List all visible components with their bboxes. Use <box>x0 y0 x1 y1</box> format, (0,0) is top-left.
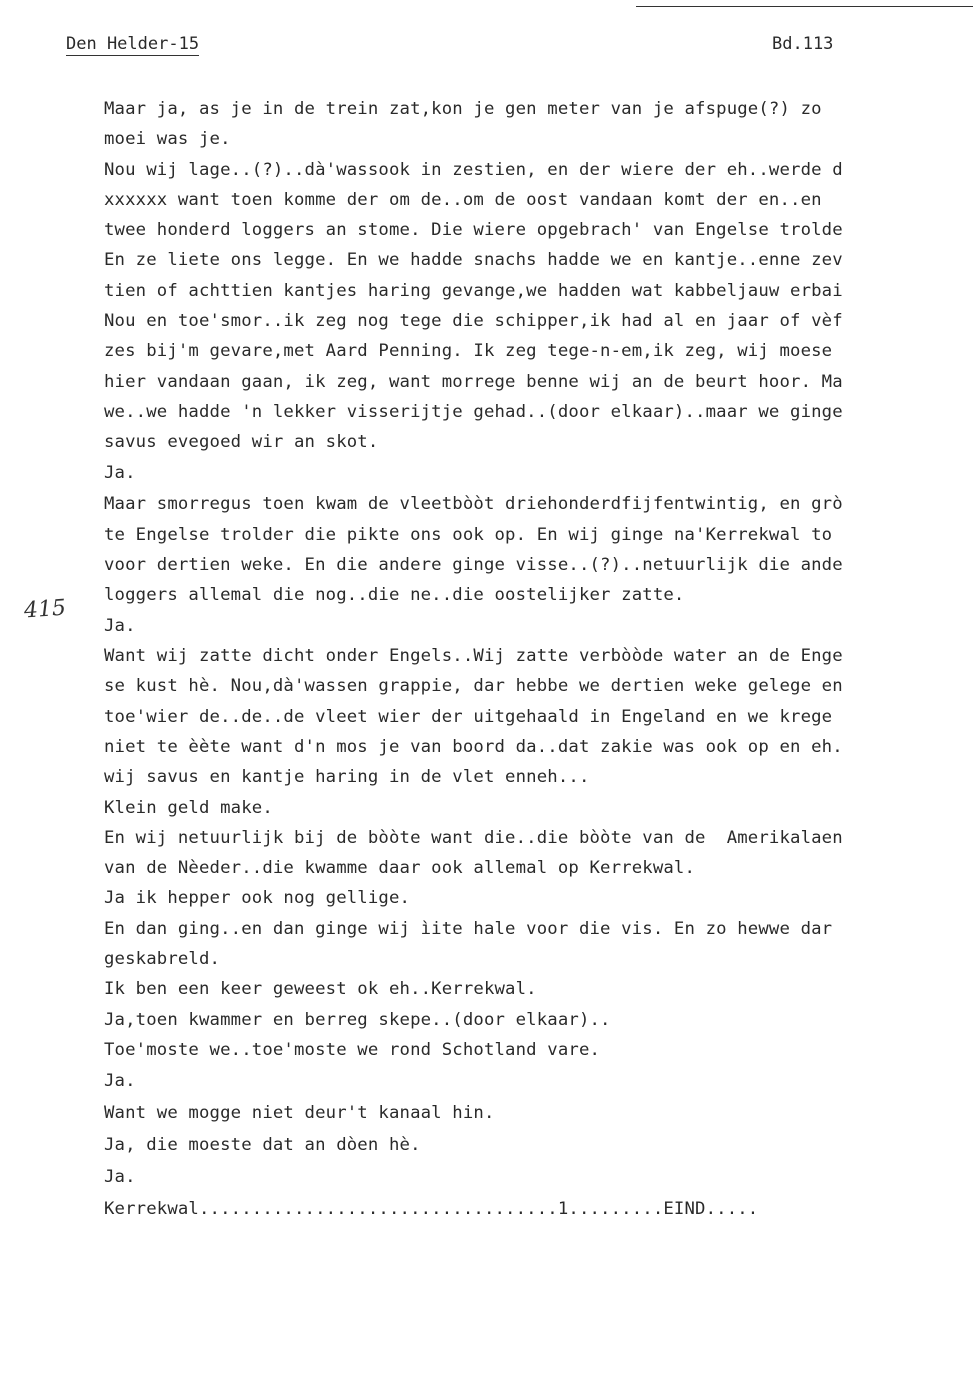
text-line: Ja. <box>104 1167 136 1188</box>
text-line: Ja,toen kwammer en berreg skepe..(door elkaar).. <box>104 1009 611 1030</box>
text-line: wij savus en kantje haring in de vlet enneh... <box>104 767 590 788</box>
text-line: Ik ben een keer geweest ok eh..Kerrekwal. <box>104 979 537 1000</box>
text-line: van de Nèeder..die kwamme daar ook allemal op Kerrekwal. <box>104 858 696 879</box>
text-line: Want wij zatte dicht onder Engels..Wij zatte verbòòde water an de Enge <box>104 646 843 667</box>
text-line: Ja. <box>104 1071 136 1092</box>
text-line: Klein geld make. <box>104 797 273 818</box>
text-line: Ja, die moeste dat an dòen hè. <box>104 1135 421 1156</box>
text-line: Maar smorregus toen kwam de vleetbòòt driehonderdfijfentwintig, en grò <box>104 493 843 514</box>
text-line: Toe'moste we..toe'moste we rond Schotland vare. <box>104 1039 601 1060</box>
page-header-right: Bd.113 <box>772 34 834 54</box>
text-line: En wij netuurlijk bij de bòòte want die..die bòòte van de Amerikalaen <box>104 827 843 848</box>
text-line: Ja. <box>104 615 136 636</box>
text-line: En ze liete ons legge. En we hadde snachs hadde we en kantje..enne zev <box>104 250 843 271</box>
text-line: Maar ja, as je in de trein zat,kon je gen meter van je afspuge(?) zo <box>104 99 822 119</box>
text-line: hier vandaan gaan, ik zeg, want morrege benne wij an de beurt hoor. Ma <box>104 371 843 392</box>
text-line: Want we mogge niet deur't kanaal hin. <box>104 1103 495 1124</box>
transcript-body <box>104 94 973 1225</box>
top-rule <box>636 6 973 7</box>
text-line: niet te èète want d'n mos je van boord da..dat zakie was ook op en eh. <box>104 736 843 757</box>
text-line: Nou en toe'smor..ik zeg nog tege die schipper,ik had al en jaar of vèf <box>104 311 843 332</box>
page-header-left: Den Helder-15 <box>66 34 200 54</box>
text-line: twee honderd loggers an stome. Die wiere opgebrach' van Engelse trolde <box>104 220 843 241</box>
text-line: we..we hadde 'n lekker visserijtje gehad..(door elkaar)..maar we ginge <box>104 401 843 422</box>
text-line: Kerrekwal..................................1.........EIND..... <box>104 1199 759 1220</box>
text-line: Ja ik hepper ook nog gellige. <box>104 888 411 909</box>
text-line: Ja. <box>104 462 136 483</box>
text-line: En dan ging..en dan ginge wij ìite hale voor die vis. En zo hewwe dar <box>104 918 833 939</box>
text-line: voor dertien weke. En die andere ginge visse..(?)..netuurlijk die ande <box>104 555 843 576</box>
text-line: te Engelse trolder die pikte ons ook op. En wij ginge na'Kerrekwal to <box>104 524 833 545</box>
text-line: xxxxxx want toen komme der om de..om de oost vandaan komt der en..en <box>104 189 822 210</box>
text-line: savus evegoed wir an skot. <box>104 432 379 453</box>
text-line: loggers allemal die nog..die ne..die oostelijker zatte. <box>104 585 685 606</box>
text-line: se kust hè. Nou,dà'wassen grappie, dar hebbe we dertien weke gelege en <box>104 676 843 697</box>
text-line: geskabreld. <box>104 949 221 970</box>
text-line: toe'wier de..de..de vleet wier der uitgehaald in Engeland en we krege <box>104 706 833 727</box>
text-line: tien of achttien kantjes haring gevange,we hadden wat kabbeljauw erbai <box>104 280 843 301</box>
handwritten-margin-note: 415 <box>23 595 67 624</box>
text-line: moei was je. <box>104 129 231 150</box>
text-line: zes bij'm gevare,met Aard Penning. Ik zeg tege-n-em,ik zeg, wij moese <box>104 341 833 362</box>
text-line: Nou wij lage..(?)..dà'wassook in zestien, en der wiere der eh..werde d <box>104 159 843 180</box>
